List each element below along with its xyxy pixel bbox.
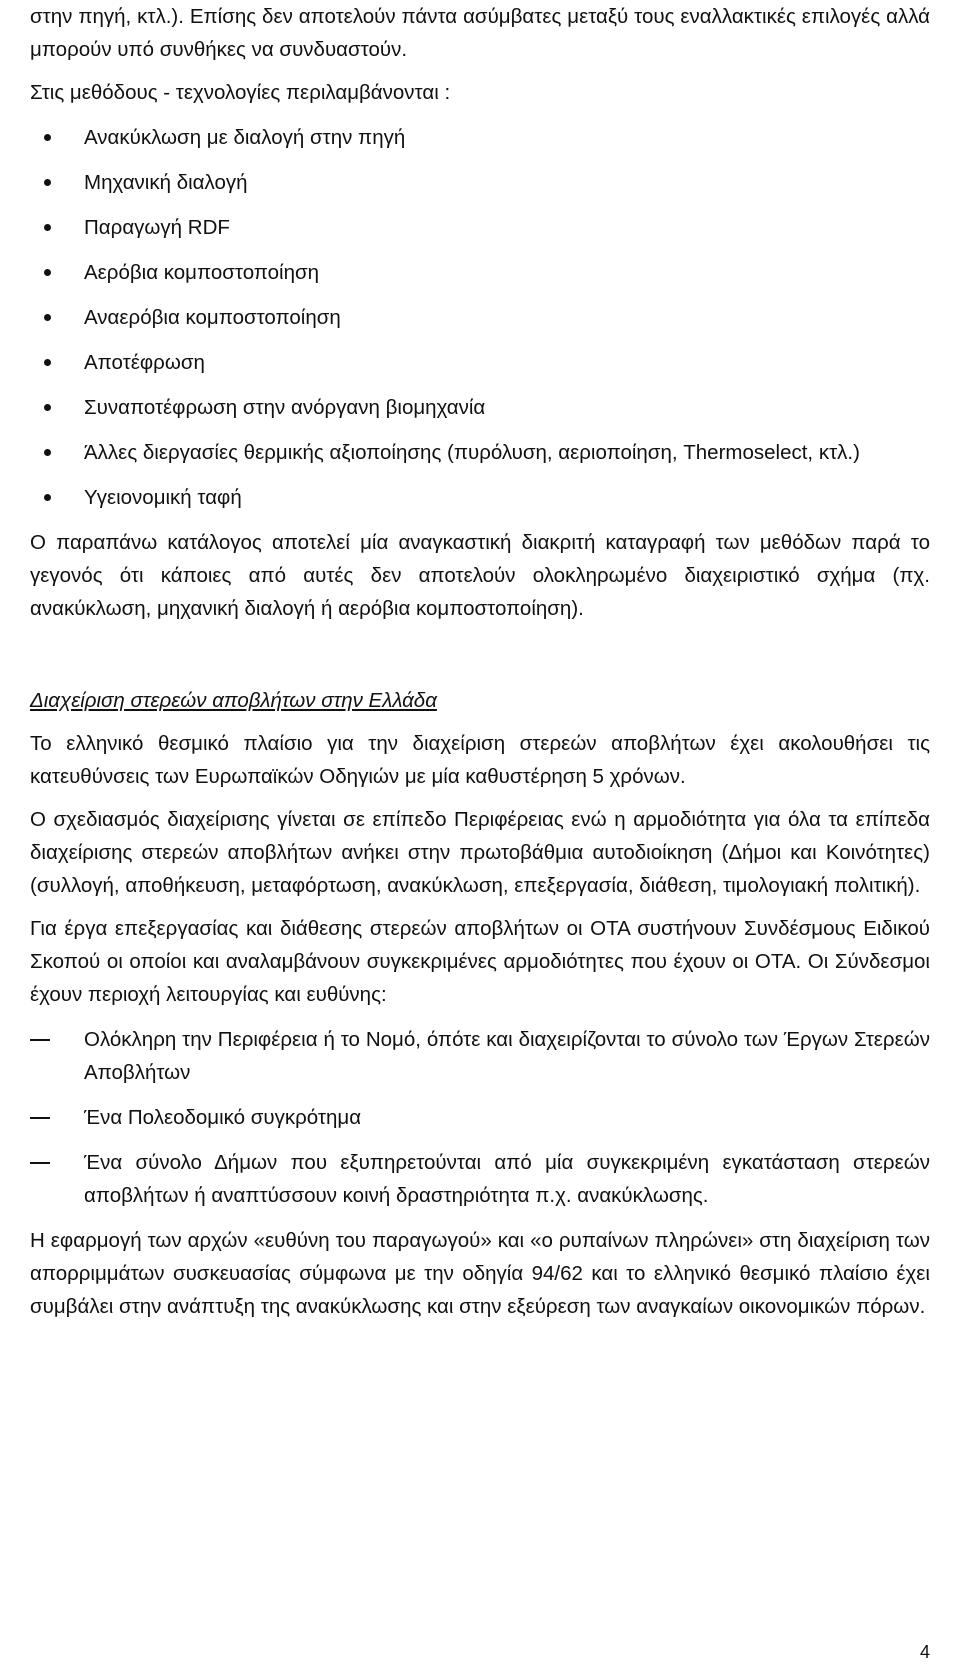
section-heading: Διαχείριση στερεών αποβλήτων στην Ελλάδα — [30, 689, 437, 712]
dash-icon — [30, 1039, 50, 1041]
polluter-pays-paragraph: Η εφαρμογή των αρχών «ευθύνη του παραγωγού» και «ο ρυπαίνων πληρώνει» στη διαχείριση των απορριμμάτων συσκευασίας σύμφωνα με την οδηγία 94/62 και το ελληνικό θεσμικό πλαίσιο έχει συμβάλει στην ανάπτυξη της ανακύκλωσης και στην εξεύρεση των αναγκαίων οικονομικών πόρων. — [30, 1229, 930, 1318]
dash-icon — [30, 1162, 50, 1164]
bullet-icon — [44, 179, 51, 186]
list-item: Αερόβια κομποστοποίηση — [30, 256, 930, 289]
methods-lead-paragraph: Στις μεθόδους - τεχνολογίες περιλαμβάνονται : — [30, 81, 451, 104]
methods-list — [30, 121, 930, 514]
list-item: Συναποτέφρωση στην ανόργανη βιομηχανία — [30, 391, 930, 424]
document-page — [30, 0, 930, 1323]
areas-list — [30, 1023, 930, 1212]
bullet-icon — [44, 449, 51, 456]
planning-paragraph: Ο σχεδιασμός διαχείρισης γίνεται σε επίπεδο Περιφέρειας ενώ η αρμοδιότητα για όλα τα επίπεδα διαχείρισης στερεών αποβλήτων ανήκει στην πρωτοβάθμια αυτοδιοίκηση (Δήμοι και Κοινότητες) (συλλογή, αποθήκευση, μεταφόρτωση, ανακύκλωση, επεξεργασία, διάθεση, τιμολογιακή πολιτική). — [30, 808, 930, 897]
list-item: Μηχανική διαλογή — [30, 166, 930, 199]
framework-paragraph: Το ελληνικό θεσμικό πλαίσιο για την διαχείριση στερεών αποβλήτων έχει ακολουθήσει τις κατευθύνσεις των Ευρωπαϊκών Οδηγιών με μία καθυστέρηση 5 χρόνων. — [30, 732, 930, 788]
bullet-icon — [44, 134, 51, 141]
list-item: Ολόκληρη την Περιφέρεια ή το Νομό, όπότε και διαχειρίζονται το σύνολο των Έργων Στερεών Αποβλήτων — [30, 1023, 930, 1089]
intro-tail-paragraph: στην πηγή, κτλ.). Επίσης δεν αποτελούν πάντα ασύμβατες μεταξύ τους εναλλακτικές επιλογές αλλά μπορούν υπό συνθήκες να συνδυαστούν. — [30, 5, 930, 61]
dash-icon — [30, 1117, 50, 1119]
bullet-icon — [44, 224, 51, 231]
list-item: Ένα σύνολο Δήμων που εξυπηρετούνται από μία συγκεκριμένη εγκατάσταση στερεών αποβλήτων ή αναπτύσσουν κοινή δραστηριότητα π.χ. ανακύκλωσης. — [30, 1146, 930, 1212]
list-item: Υγειονομική ταφή — [30, 481, 930, 514]
summary-paragraph: Ο παραπάνω κατάλογος αποτελεί μία αναγκαστική διακριτή καταγραφή των μεθόδων παρά το γεγονός ότι κάποιες από αυτές δεν αποτελούν ολοκληρωμένο διαχειριστικό σχήμα (πχ. ανακύκλωση, μηχανική διαλογή ή αερόβια κομποστοποίηση). — [30, 531, 930, 620]
bullet-icon — [44, 314, 51, 321]
list-item: Αποτέφρωση — [30, 346, 930, 379]
list-item: Ένα Πολεοδομικό συγκρότημα — [30, 1101, 930, 1134]
bullet-icon — [44, 404, 51, 411]
list-item: Άλλες διεργασίες θερμικής αξιοποίησης (πυρόλυση, αεριοποίηση, Thermoselect, κτλ.) — [30, 436, 930, 469]
bullet-icon — [44, 359, 51, 366]
bullet-icon — [44, 269, 51, 276]
list-item: Ανακύκλωση με διαλογή στην πηγή — [30, 121, 930, 154]
list-item: Αναερόβια κομποστοποίηση — [30, 301, 930, 334]
list-item: Παραγωγή RDF — [30, 211, 930, 244]
page-number: 4 — [919, 1642, 930, 1662]
bullet-icon — [44, 494, 51, 501]
ota-paragraph: Για έργα επεξεργασίας και διάθεσης στερεών αποβλήτων οι ΟΤΑ συστήνουν Συνδέσμους Ειδικού Σκοπού οι οποίοι και αναλαμβάνουν συγκεκριμένες αρμοδιότητες που έχουν οι ΟΤΑ. Οι Σύνδεσμοι έχουν περιοχή λειτουργίας και ευθύνης: — [30, 917, 930, 1006]
